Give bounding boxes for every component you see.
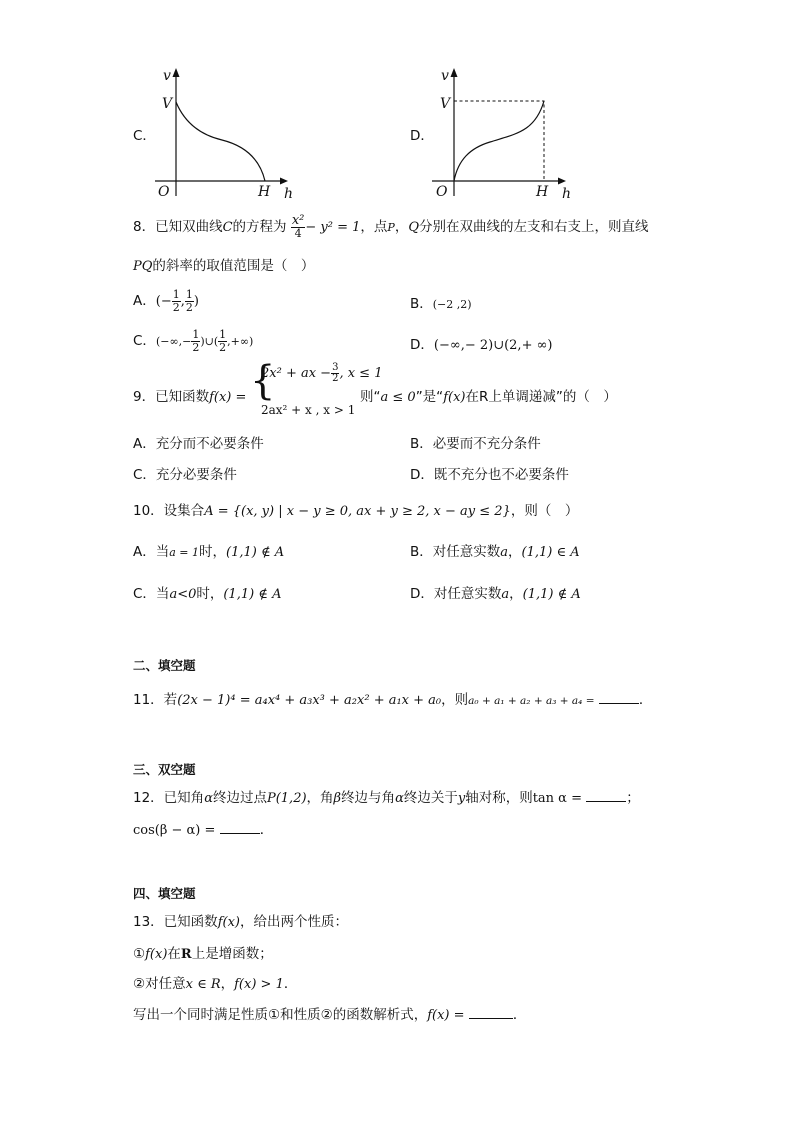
q12-tan-answer-blank[interactable] — [586, 789, 626, 802]
q9-option-c[interactable]: C．充分必要条件 — [133, 467, 237, 483]
q7-option-d-label[interactable]: D． — [410, 128, 434, 144]
q7-graph-c-axis-x: h — [284, 186, 294, 202]
q10-option-a[interactable]: A．当a = 1时，(1,1) ∉ A — [133, 544, 285, 560]
q10-option-b[interactable]: B．对任意实数a，(1,1) ∈ A — [410, 544, 580, 560]
q7-graph-d-curve — [454, 101, 544, 181]
q13-question: 写出一个同时满足性质①和性质②的函数解析式，f(x) = ． — [133, 1007, 527, 1023]
q7-graph-d-axis-y: v — [441, 68, 449, 84]
q13-answer-blank[interactable] — [469, 1006, 513, 1019]
q7-graph-c-axis-y: v — [163, 68, 171, 84]
q9-option-b[interactable]: B．必要而不充分条件 — [410, 436, 541, 452]
q9-stem-suffix: 则“a ≤ 0”是“f(x)在R上单调递减”的（ ） — [360, 389, 617, 405]
q12-stem-line1: 12．已知角α终边过点P(1,2)，角β终边与角α终边关于y轴对称，则tan α = ； — [133, 790, 640, 806]
q7-option-c-label[interactable]: C． — [133, 128, 156, 144]
q7-graph-c-origin: O — [158, 184, 170, 200]
q8-option-b[interactable]: B．(−2 ,2) — [410, 296, 472, 312]
section-4-title: 四、填空题 — [133, 886, 196, 901]
q7-graph-d-axes — [432, 68, 566, 196]
q9-option-a[interactable]: A．充分而不必要条件 — [133, 436, 264, 452]
q8-stem-line1: 8．已知双曲线C的方程为 $\frac{\text{x²}}{4}$ − y² = 1，点P，Q分别在双曲线的左支和右支上，则直线 — [133, 212, 649, 240]
q13-property-2: ②对任意x ∈ R，f(x) > 1． — [133, 976, 298, 992]
q7-graph-c-h-mark: H — [258, 184, 271, 200]
q10-stem: 10．设集合A = {(x, y) | x − y ≥ 0, ax + y ≥ 2, x − ay ≤ 2}，则（ ） — [133, 503, 579, 519]
q7-graph-d-v-mark: V — [440, 96, 451, 112]
q7-graph-c-v-mark: V — [162, 96, 173, 112]
q10-option-c[interactable]: C．当a<0时，(1,1) ∉ A — [133, 586, 282, 602]
section-3-title: 三、双空题 — [133, 762, 196, 777]
q7-graph-d — [0, 0, 794, 210]
q12-cos-answer-blank[interactable] — [220, 821, 260, 834]
q7-graph-d-axis-x: h — [562, 186, 572, 202]
q7-graph-d-guides — [454, 101, 544, 181]
q12-stem-line2: cos(β − α) = ． — [133, 822, 274, 838]
q10-option-d[interactable]: D．对任意实数a，(1,1) ∉ A — [410, 586, 581, 602]
q11-answer-blank[interactable] — [599, 691, 639, 704]
q9-piecewise-brace: { — [250, 358, 276, 404]
q8-equation-fraction: $\frac{\text{x²}}{4}$ — [291, 212, 305, 240]
q7-graph-d-origin: O — [436, 184, 448, 200]
q9-option-d[interactable]: D．既不充分也不必要条件 — [410, 467, 569, 483]
q8-option-c[interactable]: C．(−∞,− $\frac{1}{2}$ )∪( $\frac{1}{2}$ ,+∞) — [133, 327, 254, 354]
q8-option-a[interactable]: A．(− $\frac{1}{2}$ , $\frac{1}{2}$ ) — [133, 287, 199, 314]
q11-stem: 11．若(2x − 1)⁴ = a₄x⁴ + a₃x³ + a₂x² + a₁x + a₀，则a₀ + a₁ + a₂ + a₃ + a₄ = ． — [133, 692, 653, 708]
q13-property-1: ①f(x)在R上是增函数； — [133, 946, 273, 962]
q13-stem: 13．已知函数f(x)，给出两个性质： — [133, 914, 348, 930]
q7-graph-d-h-mark: H — [536, 184, 549, 200]
q9-piece-1: 2x² + ax − $\frac{3}{2}$ , x ≤ 1 — [261, 362, 383, 384]
section-2-title: 二、填空题 — [133, 658, 196, 673]
q9-piece-2: 2ax² + x , x > 1 — [261, 403, 356, 417]
q8-stem-line2: PQ的斜率的取值范围是（ ） — [133, 258, 315, 274]
q8-option-d[interactable]: D．(−∞,− 2)∪(2,+ ∞) — [410, 337, 553, 353]
q9-stem-prefix: 9．已知函数f(x) = — [133, 389, 247, 405]
